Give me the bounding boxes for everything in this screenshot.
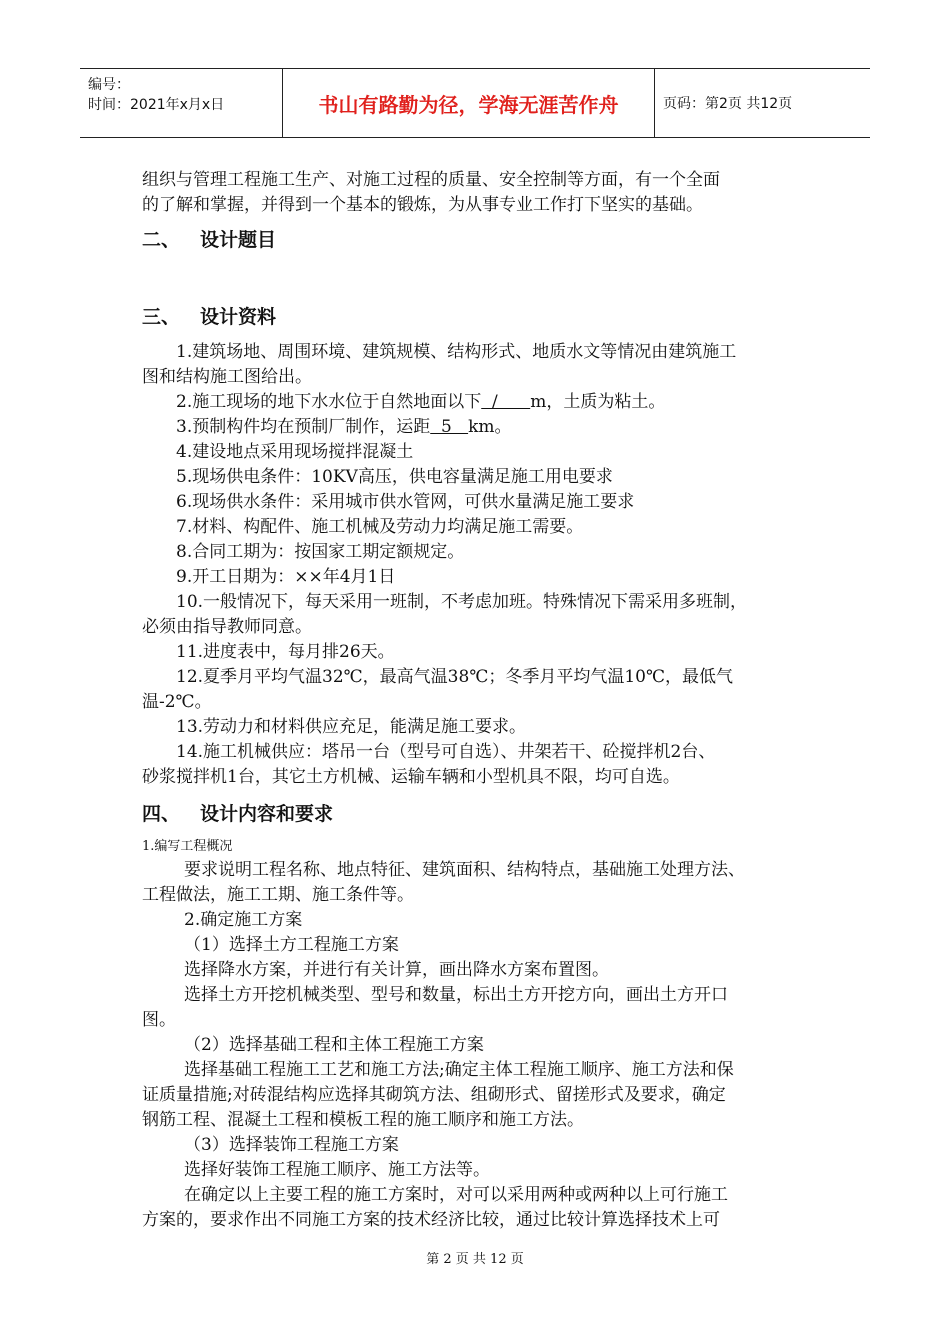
list-item: 钢筋工程、混凝土工程和模板工程的施工顺序和施工方法。 (142, 1110, 584, 1130)
list-item: 1.编写工程概况 (142, 839, 233, 854)
header-meta (80, 69, 283, 137)
list-item: 13.劳动力和材料供应充足，能满足施工要求。 (176, 717, 527, 737)
list-item: 5.现场供电条件：10KV高压，供电容量满足施工用电要求 (176, 467, 613, 487)
list-item: 14.施工机械供应：塔吊一台（型号可自选）、井架若干、砼搅拌机2台、 (176, 742, 716, 762)
list-item: 3.预制构件均在预制厂制作，运距 5 km。 (176, 417, 512, 437)
document-body (142, 168, 812, 1233)
requirements-list (142, 836, 812, 1233)
doc-time-label: 时间：2021年x月x日 (88, 97, 225, 113)
section-title: 设计内容和要求 (200, 803, 334, 825)
doc-code-label: 编号： (88, 77, 130, 93)
list-item: 10.一般情况下，每天采用一班制，不考虑加班。特殊情况下需采用多班制， (176, 592, 748, 612)
section-title: 设计题目 (200, 229, 277, 251)
materials-list (142, 340, 812, 790)
list-item: 6.现场供水条件：采用城市供水管网，可供水量满足施工要求 (176, 492, 635, 512)
list-item: （2）选择基础工程和主体工程施工方案 (184, 1035, 484, 1055)
section-heading-3 (142, 303, 812, 331)
list-item: 要求说明工程名称、地点特征、建筑面积、结构特点，基础施工处理方法、 (184, 860, 745, 880)
list-item: 工程做法，施工工期、施工条件等。 (142, 885, 414, 905)
list-item: 11.进度表中，每月排26天。 (176, 642, 395, 662)
section-heading-4 (142, 800, 812, 828)
list-item: 2.施工现场的地下水水位于自然地面以下 / m，土质为粘土。 (176, 392, 666, 412)
list-item: 12.夏季月平均气温32℃，最高气温38℃；冬季月平均气温10℃，最低气 (176, 667, 733, 687)
list-item: 8.合同工期为：按国家工期定额规定。 (176, 542, 465, 562)
section-title: 设计资料 (200, 306, 277, 328)
list-item: 必须由指导教师同意。 (142, 617, 312, 637)
list-item: （3）选择装饰工程施工方案 (184, 1135, 399, 1155)
section-heading-2 (142, 226, 812, 254)
section-number: 二、 (142, 229, 181, 251)
list-item: 9.开工日期为：××年4月1日 (176, 567, 396, 587)
list-item: 选择基础工程施工工艺和施工方法;确定主体工程施工顺序、施工方法和保 (184, 1060, 734, 1080)
section-number: 三、 (142, 306, 181, 328)
list-item: 4.建设地点采用现场搅拌混凝土 (176, 442, 414, 462)
list-item: 砂浆搅拌机1台，其它土方机械、运输车辆和小型机具不限，均可自选。 (142, 767, 680, 787)
header-motto: 书山有路勤为径，学海无涯苦作舟 (283, 69, 655, 137)
list-item: 选择土方开挖机械类型、型号和数量，标出土方开挖方向，画出土方开口 (184, 985, 728, 1005)
groundwater-depth-value: / (481, 392, 531, 412)
page-footer: 第 2 页 共 12 页 (426, 1252, 524, 1267)
list-item: 选择好装饰工程施工顺序、施工方法等。 (184, 1160, 490, 1180)
header-page-info: 页码：第2页 共12页 (663, 96, 793, 112)
list-item: （1）选择土方工程施工方案 (184, 935, 399, 955)
list-item: 温-2℃。 (142, 692, 212, 712)
intro-line: 的了解和掌握，并得到一个基本的锻炼，为从事专业工作打下坚实的基础。 (142, 195, 703, 215)
list-item: 1.建筑场地、周围环境、建筑规模、结构形式、地质水文等情况由建筑施工 (176, 342, 737, 362)
intro-line: 组织与管理工程施工生产、对施工过程的质量、安全控制等方面，有一个全面 (142, 170, 720, 190)
page-header (80, 68, 870, 138)
list-item: 2.确定施工方案 (184, 910, 303, 930)
list-item: 图。 (142, 1010, 176, 1030)
section-number: 四、 (142, 803, 181, 825)
list-item: 方案的，要求作出不同施工方案的技术经济比较，通过比较计算选择技术上可 (142, 1210, 720, 1230)
list-item: 在确定以上主要工程的施工方案时，对可以采用两种或两种以上可行施工 (184, 1185, 728, 1205)
list-item: 选择降水方案，并进行有关计算，画出降水方案布置图。 (184, 960, 609, 980)
transport-distance-value: 5 (430, 417, 469, 437)
list-item: 图和结构施工图给出。 (142, 367, 312, 387)
list-item: 7.材料、构配件、施工机械及劳动力均满足施工需要。 (176, 517, 584, 537)
list-item: 证质量措施;对砖混结构应选择其砌筑方法、组砌形式、留搓形式及要求，确定 (142, 1085, 726, 1105)
